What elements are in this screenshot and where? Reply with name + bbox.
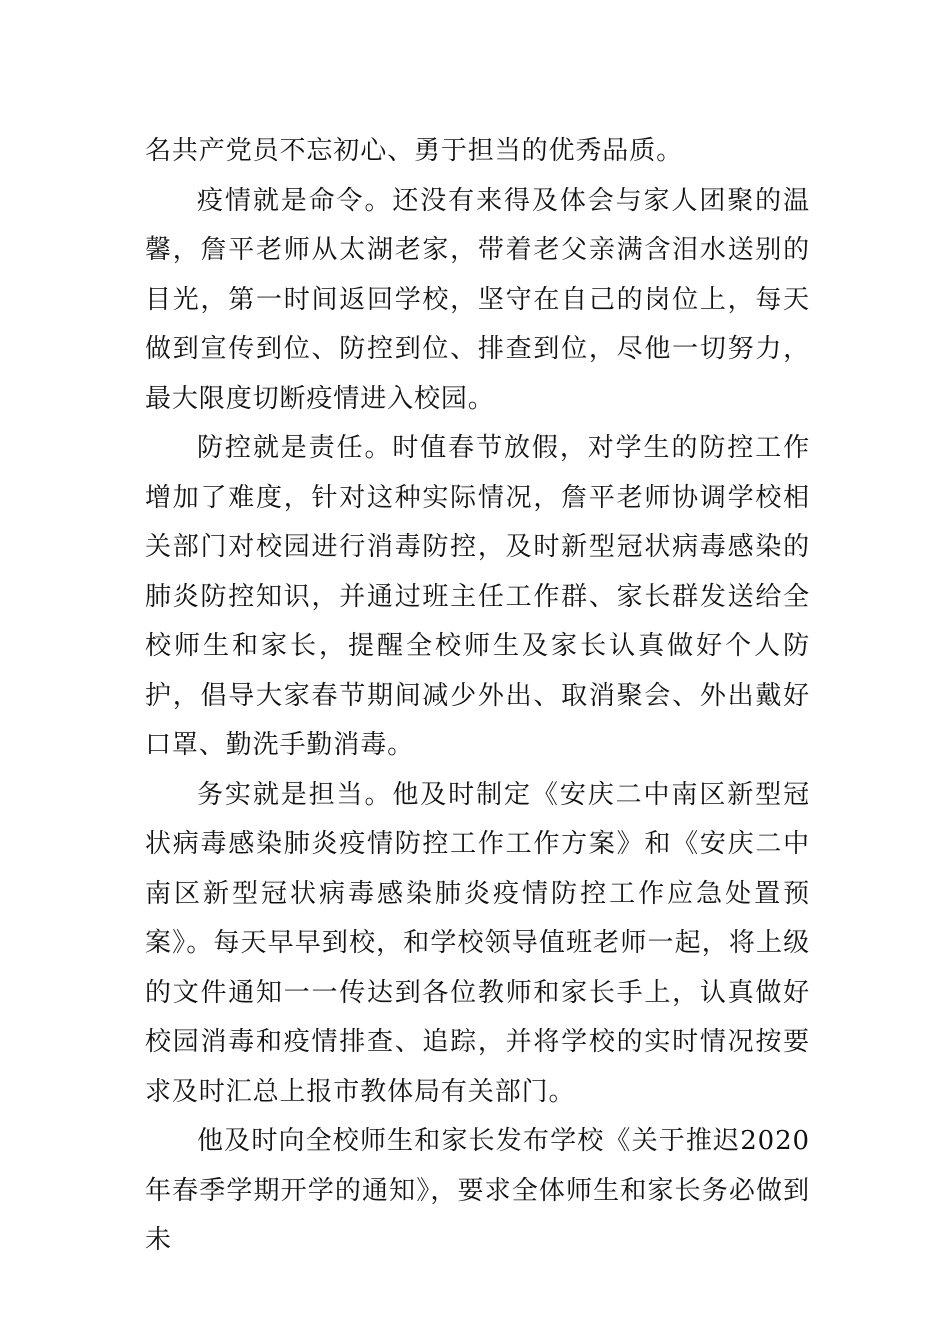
paragraph-continuation: 名共产党员不忘初心、勇于担当的优秀品质。 (145, 136, 684, 166)
paragraph-school-notice: 他及时向全校师生和家长发布学校《关于推迟2020年春季学期开学的通知》，要求全体师生和家长务必做到未 (145, 1126, 810, 1255)
document-body (145, 127, 810, 1266)
paragraph-prevention-is-responsibility: 防控就是责任。时值春节放假，对学生的防控工作增加了难度，针对这种实际情况，詹平老师协调学校相关部门对校园进行消毒防控，及时新型冠状病毒感染的肺炎防控知识，并通过班主任工作群、家长群发送给全校师生和家长，提醒全校师生及家长认真做好个人防护，倡导大家春节期间减少外出、取消聚会、外出戴好口罩、勤洗手勤消毒。 (145, 433, 810, 760)
paragraph-epidemic-is-command: 疫情就是命令。还没有来得及体会与家人团聚的温馨，詹平老师从太湖老家，带着老父亲满含泪水送别的目光，第一时间返回学校，坚守在自己的岗位上，每天做到宣传到位、防控到位、排查到位，尽他一切努力，最大限度切断疫情进入校园。 (145, 185, 810, 414)
paragraph-pragmatism-is-commitment: 务实就是担当。他及时制定《安庆二中南区新型冠状病毒感染肺炎疫情防控工作工作方案》和《安庆二中南区新型冠状病毒感染肺炎疫情防控工作应急处置预案》。每天早早到校，和学校领导值班老师一起，将上级的文件通知一一传达到各位教师和家长手上，认真做好校园消毒和疫情排查、追踪，并将学校的实时情况按要求及时汇总上报市教体局有关部门。 (145, 779, 810, 1107)
